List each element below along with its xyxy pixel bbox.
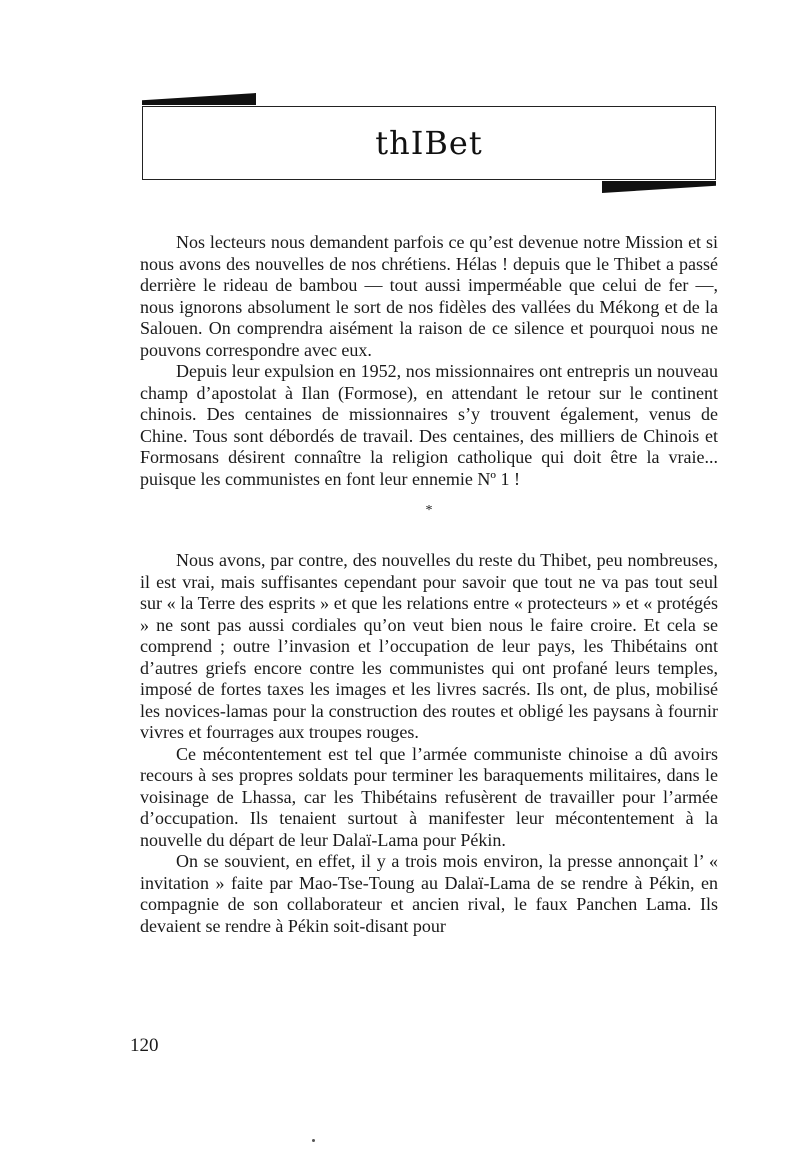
header-decoration-top — [142, 93, 256, 105]
print-speck — [312, 1139, 315, 1142]
section-separator: * — [425, 503, 433, 518]
paragraph-1: Nos lecteurs nous demandent parfois ce qu’est devenue notre Mission et si nous avons des nouvelles de nos chrétiens. Hélas ! depuis que le Thibet a passé derrière le rideau de bambou — tout aussi imperméable que celui de fer —, nous ignorons absolument le sort de nos fidèles des vallées du Mékong et de la Salouen. On comprendra aisément la raison de ce silence et pourquoi nous ne pouvons correspondre avec eux. — [140, 232, 718, 360]
page-title: thIBet — [375, 124, 483, 162]
paragraph-5: On se souvient, en effet, il y a trois mois environ, la presse annonçait l’ « invitation » faite par Mao-Tse-Toung au Dalaï-Lama de se rendre à Pékin, en compagnie de son collaborateur et ancien rival, le faux Panchen Lama. Ils devaient se rendre à Pékin soit-disant pour — [140, 851, 718, 936]
header-decoration-bottom — [602, 181, 716, 193]
paragraph-3: Nous avons, par contre, des nouvelles du reste du Thibet, peu nombreuses, il est vrai, mais suffisantes cependant pour savoir que tout ne va pas tout seul sur « la Terre des esprits » et que les relations entre « protecteurs » et « protégés » ne sont pas aussi cordiales qu’on veut bien nous le faire croire. Et cela se comprend ; outre l’invasion et l’occupation de leur pays, les Thibétains ont d’autres griefs encore contre les communistes qui ont profané leurs temples, imposé de fortes taxes les images et les livres sacrés. Ils ont, de plus, mobilisé les novices-lamas pour la construction des routes et obligé les paysans à fournir vivres et fourrages aux troupes rouges. — [140, 550, 718, 742]
paragraph-2: Depuis leur expulsion en 1952, nos missionnaires ont entrepris un nouveau champ d’apostolat à Ilan (Formose), en attendant le retour sur le continent chinois. Des centaines de missionnaires s’y trouvent également, venus de Chine. Tous sont débordés de travail. Des centaines, des milliers de Chinois et Formosans désirent connaître la religion catholique qui doit être la vraie... puisque les communistes en font leur ennemie Nº 1 ! — [140, 361, 718, 489]
paragraph-4: Ce mécontentement est tel que l’armée communiste chinoise a dû avoirs recours à ses propres soldats pour terminer les baraquements militaires, dans le voisinage de Lhassa, car les Thibétains refusèrent de travailler pour l’armée d’occupation. Ils tenaient surtout à manifester leur mécontentement à la nouvelle du départ de leur Dalaï-Lama pour Pékin. — [140, 743, 718, 850]
page-number: 120 — [130, 1035, 159, 1056]
article-body — [140, 232, 718, 937]
